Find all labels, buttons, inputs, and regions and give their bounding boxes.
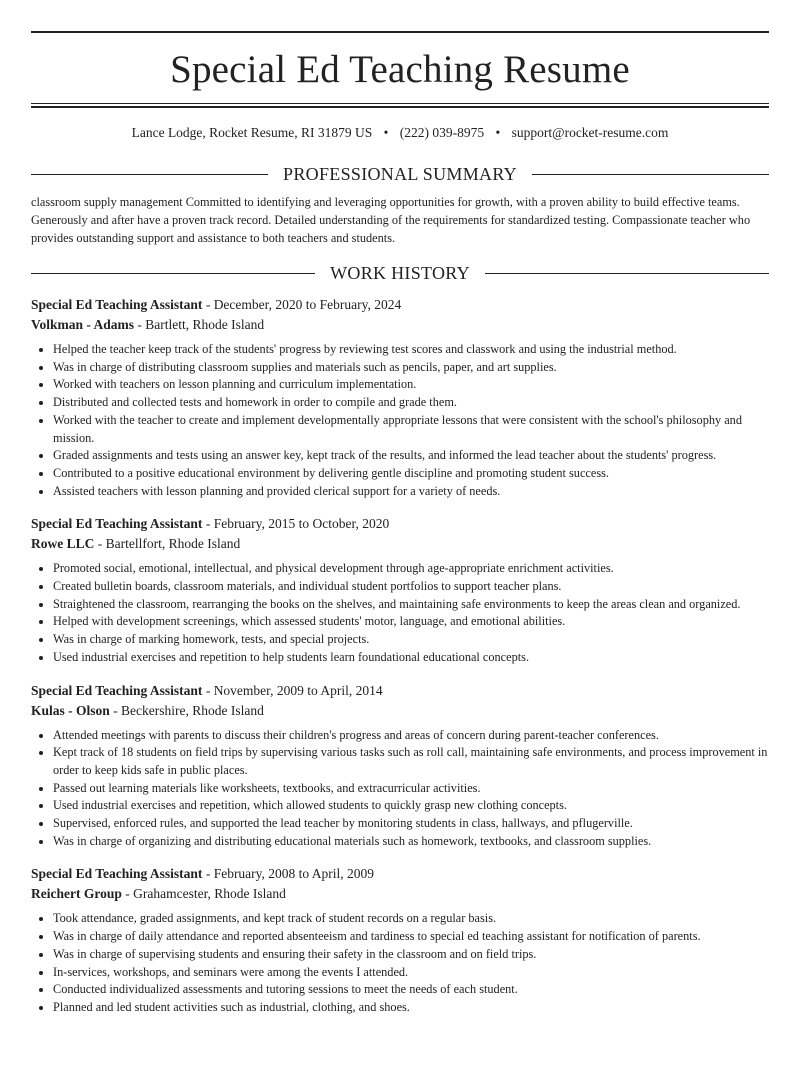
job-duty-item: • Took attendance, graded assignments, and kept track of student records on a regular basis.: [53, 910, 769, 928]
job-duty-item: • Passed out learning materials like worksheets, textbooks, and extracurricular activities.: [53, 780, 769, 798]
job-duty-item: • Was in charge of distributing classroom supplies and materials such as pencils, paper, and art supplies.: [53, 359, 769, 377]
job-dates: November, 2009 to April, 2014: [213, 682, 383, 698]
job-company: Rowe LLC: [31, 536, 95, 552]
job-dates: February, 2008 to April, 2009: [213, 866, 375, 882]
job-duty-item: • In-services, workshops, and seminars were among the events I attended.: [53, 964, 769, 982]
job-dates: February, 2015 to October, 2020: [213, 516, 390, 532]
summary-section-header: [31, 162, 769, 186]
job-duty-item: • Helped the teacher keep track of the students' progress by reviewing test scores and classwork and using the industrial method.: [53, 341, 769, 359]
job-location: Bartellfort, Rhode Island: [105, 536, 241, 552]
contact-line: [31, 124, 769, 142]
job-company: Volkman - Adams: [31, 317, 135, 332]
job-entry: [31, 864, 769, 1016]
contact-separator: •: [495, 125, 501, 140]
job-title-line: Special Ed Teaching Assistant - February, 2015 to October, 2020: [31, 516, 390, 532]
job-duty-item: • Worked with the teacher to create and implement developmentally appropriate lessons that were consistent with the school's philosophy and mission.: [53, 412, 769, 447]
contact-address: Lance Lodge, Rocket Resume, RI 31879 US: [131, 125, 373, 140]
job-duties-list: [31, 341, 769, 500]
job-duties-list: [31, 910, 769, 1016]
section-rule-right: [532, 174, 769, 175]
title-double-divider: [31, 103, 769, 108]
job-duties-list: [31, 560, 769, 666]
summary-heading: PROFESSIONAL SUMMARY: [283, 164, 517, 184]
job-title-line: Special Ed Teaching Assistant - November, 2009 to April, 2014: [31, 682, 383, 698]
job-duty-item: • Helped with development screenings, which assessed students' motor, language, and emotional abilities.: [53, 613, 769, 631]
job-duty-item: • Was in charge of organizing and distributing educational materials such as homework, textbooks, and classroom supplies.: [53, 833, 769, 851]
job-title-line: Special Ed Teaching Assistant - December, 2020 to February, 2024: [31, 297, 402, 312]
job-duty-item: • Distributed and collected tests and homework in order to compile and grade them.: [53, 394, 769, 412]
job-duty-item: • Attended meetings with parents to discuss their children's progress and areas of concern during parent-teacher conferences.: [53, 727, 769, 745]
job-duty-item: • Conducted individualized assessments and tutoring sessions to meet the needs of each student.: [53, 981, 769, 999]
work-heading: WORK HISTORY: [330, 263, 470, 283]
job-title: Special Ed Teaching Assistant: [31, 682, 203, 698]
job-duty-item: • Used industrial exercises and repetition to help students learn foundational educational concepts.: [53, 649, 769, 667]
job-duty-item: • Was in charge of supervising students and ensuring their safety in the classroom and on field trips.: [53, 946, 769, 964]
section-rule-right: [485, 273, 769, 274]
job-duties-list: [31, 727, 769, 851]
job-duty-item: • Was in charge of daily attendance and reported absenteeism and tardiness to special ed teaching assistant for notification of parents.: [53, 928, 769, 946]
job-location: Bartlett, Rhode Island: [145, 317, 265, 332]
job-title: Special Ed Teaching Assistant: [31, 516, 203, 532]
contact-phone: (222) 039-8975: [399, 125, 485, 140]
section-rule-left: [31, 273, 315, 274]
job-company: Reichert Group: [31, 886, 122, 902]
job-duty-item: • Straightened the classroom, rearranging the books on the shelves, and maintaining safe environments to keep the areas clean and organized.: [53, 596, 769, 614]
job-duty-item: • Assisted teachers with lesson planning and provided clerical support for a variety of needs.: [53, 483, 769, 501]
job-company-line: Kulas - Olson - Beckershire, Rhode Island: [31, 702, 264, 718]
job-company: Kulas - Olson: [31, 702, 110, 718]
job-title: Special Ed Teaching Assistant: [31, 297, 203, 312]
summary-text: classroom supply management Committed to identifying and leveraging opportunities for growth, with a proven ability to build effective teams. Generously and after have a proven track record. Detailed understanding of the requirements for standardized testing. Compassionate teacher who provides outstanding support and assistance to both teachers and students.: [31, 195, 751, 245]
job-title-line: Special Ed Teaching Assistant - February, 2008 to April, 2009: [31, 866, 375, 882]
job-duty-item: • Planned and led student activities such as industrial, clothing, and shoes.: [53, 999, 769, 1017]
job-duty-item: • Supervised, enforced rules, and supported the lead teacher by monitoring students in class, hallways, and pflugerville.: [53, 815, 769, 833]
job-title: Special Ed Teaching Assistant: [31, 866, 203, 882]
job-duty-item: • Promoted social, emotional, intellectual, and physical development through age-appropriate enrichment activities.: [53, 560, 769, 578]
job-entry: [31, 681, 769, 851]
work-section-header: [31, 261, 769, 285]
job-entry: [31, 295, 769, 500]
resume-page: [0, 31, 800, 1066]
job-duty-item: • Created bulletin boards, classroom materials, and individual student portfolios to support teacher plans.: [53, 578, 769, 596]
job-duty-item: • Kept track of 18 students on field trips by supervising various tasks such as roll call, maintaining safe environments, and process improvement in order to keep kids safe in public places.: [53, 744, 769, 779]
section-rule-left: [31, 174, 268, 175]
job-duty-item: • Graded assignments and tests using an answer key, kept track of the results, and informed the lead teacher about the students' progress.: [53, 447, 769, 465]
job-duty-item: • Was in charge of marking homework, tests, and special projects.: [53, 631, 769, 649]
job-company-line: Volkman - Adams - Bartlett, Rhode Island: [31, 317, 265, 332]
job-entry: [31, 514, 769, 666]
job-company-line: Reichert Group - Grahamcester, Rhode Island: [31, 886, 286, 902]
page-title: Special Ed Teaching Resume: [170, 48, 630, 91]
contact-email[interactable]: support@rocket-resume.com: [511, 125, 669, 140]
job-duty-item: • Used industrial exercises and repetition, which allowed students to quickly grasp new clothing concepts.: [53, 797, 769, 815]
job-duty-item: • Contributed to a positive educational environment by delivering gentle discipline and promoting student success.: [53, 465, 769, 483]
job-duty-item: • Worked with teachers on lesson planning and curriculum implementation.: [53, 376, 769, 394]
work-history-list: [31, 295, 769, 1017]
top-divider: [31, 31, 769, 33]
job-location: Grahamcester, Rhode Island: [133, 886, 286, 902]
job-company-line: Rowe LLC - Bartellfort, Rhode Island: [31, 536, 241, 552]
job-location: Beckershire, Rhode Island: [121, 702, 264, 718]
contact-separator: •: [383, 125, 389, 140]
job-dates: December, 2020 to February, 2024: [213, 297, 402, 312]
